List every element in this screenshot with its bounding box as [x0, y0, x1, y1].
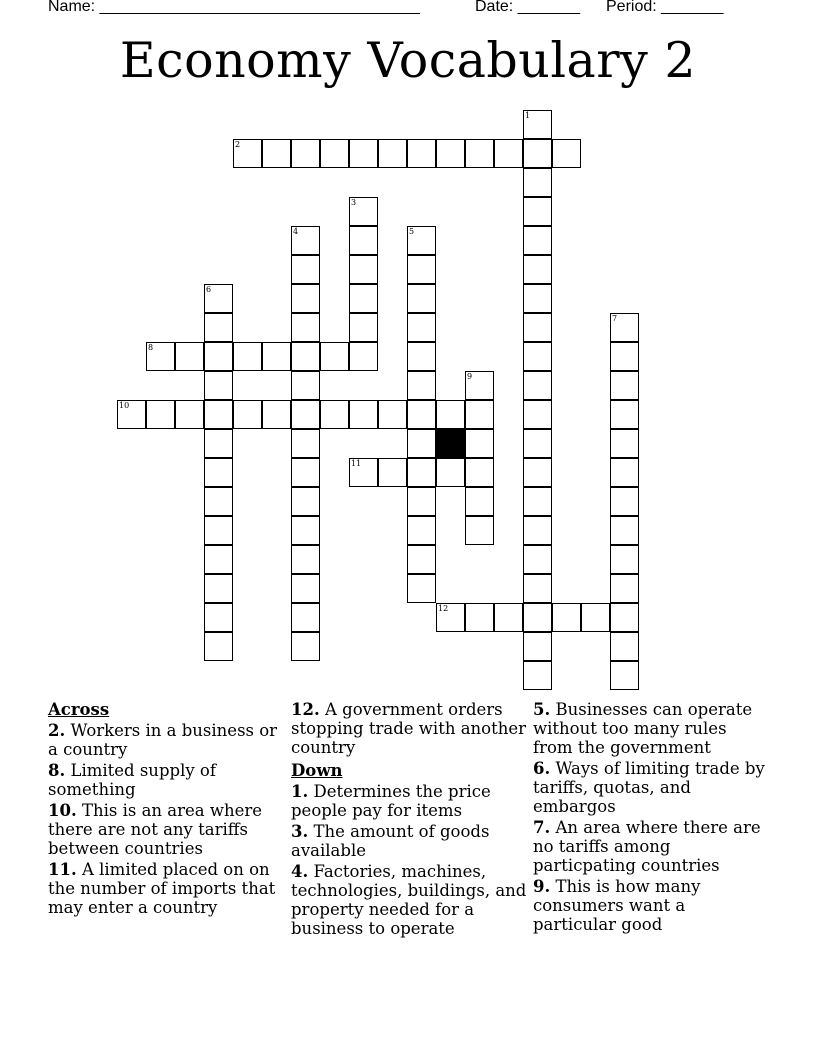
grid-cell[interactable]: [291, 342, 320, 371]
grid-cell[interactable]: [523, 632, 552, 661]
clue-text: This is how many consumers want a particular good: [533, 877, 701, 934]
grid-cell[interactable]: [291, 255, 320, 284]
grid-cell[interactable]: [262, 139, 291, 168]
grid-cell[interactable]: [523, 458, 552, 487]
grid-cell[interactable]: [407, 226, 436, 255]
clue-text: Businesses can operate without too many rules from the government: [533, 700, 753, 757]
clue-number: 8.: [48, 761, 66, 780]
grid-cell[interactable]: [204, 574, 233, 603]
grid-cell[interactable]: [407, 313, 436, 342]
grid-cell[interactable]: [175, 342, 204, 371]
grid-cell[interactable]: [233, 400, 262, 429]
clue-number: 6.: [533, 759, 551, 778]
cell-number: 9: [467, 372, 473, 381]
grid-cell[interactable]: [204, 545, 233, 574]
grid-cell[interactable]: [610, 661, 639, 690]
grid-cell[interactable]: [523, 574, 552, 603]
black-square: [436, 429, 465, 458]
grid-cell[interactable]: [610, 632, 639, 661]
grid-cell[interactable]: [117, 400, 146, 429]
grid-cell[interactable]: [436, 139, 465, 168]
clue-number: 1.: [291, 782, 309, 801]
grid-cell[interactable]: [349, 255, 378, 284]
grid-cell[interactable]: [407, 516, 436, 545]
grid-cell[interactable]: [436, 603, 465, 632]
clue-number: 4.: [291, 862, 309, 881]
grid-cell[interactable]: [610, 313, 639, 342]
grid-cell[interactable]: [407, 342, 436, 371]
grid-cell[interactable]: [610, 574, 639, 603]
grid-cell[interactable]: [349, 342, 378, 371]
grid-cell[interactable]: [523, 487, 552, 516]
grid-cell[interactable]: [523, 110, 552, 139]
clue-item: [533, 877, 769, 934]
grid-cell[interactable]: [523, 400, 552, 429]
clue-number: 2.: [48, 721, 66, 740]
clue-number: 12.: [291, 700, 320, 719]
grid-cell[interactable]: [320, 400, 349, 429]
clue-column-3: [533, 700, 769, 936]
grid-cell[interactable]: [378, 400, 407, 429]
clue-text: This is an area where there are not any tariffs between countries: [48, 801, 263, 858]
grid-cell[interactable]: [349, 226, 378, 255]
grid-cell[interactable]: [523, 429, 552, 458]
clue-text: Factories, machines, technologies, buildings, and property needed for a business to operate: [291, 862, 527, 938]
clue-item: [48, 721, 284, 759]
grid-cell[interactable]: [204, 516, 233, 545]
clue-item: [48, 860, 284, 917]
clue-item: [48, 801, 284, 858]
clue-number: 9.: [533, 877, 551, 896]
grid-cell[interactable]: [320, 139, 349, 168]
grid-cell[interactable]: [204, 342, 233, 371]
date-field[interactable]: Date: _______: [475, 0, 580, 15]
clue-text: Ways of limiting trade by tariffs, quotas, and embargos: [533, 759, 765, 816]
grid-cell[interactable]: [523, 139, 552, 168]
grid-cell[interactable]: [610, 342, 639, 371]
grid-cell[interactable]: [523, 545, 552, 574]
cell-number: 4: [293, 227, 299, 236]
grid-cell[interactable]: [407, 284, 436, 313]
grid-cell[interactable]: [291, 487, 320, 516]
cell-number: 2: [235, 140, 241, 149]
clue-number: 10.: [48, 801, 77, 820]
grid-cell[interactable]: [204, 429, 233, 458]
grid-cell[interactable]: [523, 661, 552, 690]
grid-cell[interactable]: [581, 603, 610, 632]
grid-cell[interactable]: [320, 342, 349, 371]
grid-cell[interactable]: [204, 632, 233, 661]
grid-cell[interactable]: [291, 313, 320, 342]
grid-cell[interactable]: [291, 429, 320, 458]
across-clue-list: [48, 721, 284, 917]
name-field[interactable]: Name: ____________________________________: [48, 0, 420, 15]
clue-number: 7.: [533, 818, 551, 837]
cell-number: 11: [351, 459, 362, 468]
grid-cell[interactable]: [349, 313, 378, 342]
grid-cell[interactable]: [407, 400, 436, 429]
cell-number: 5: [409, 227, 415, 236]
grid-cell[interactable]: [465, 603, 494, 632]
grid-cell[interactable]: [204, 603, 233, 632]
grid-cell[interactable]: [291, 545, 320, 574]
grid-cell[interactable]: [523, 226, 552, 255]
grid-cell[interactable]: [291, 632, 320, 661]
grid-cell[interactable]: [407, 487, 436, 516]
down-clue-list-continued: [533, 700, 769, 934]
grid-cell[interactable]: [552, 139, 581, 168]
cell-number: 8: [148, 343, 154, 352]
clue-text: Workers in a business or a country: [48, 721, 278, 759]
grid-cell[interactable]: [610, 545, 639, 574]
grid-cell[interactable]: [523, 342, 552, 371]
clue-text: Determines the price people pay for items: [291, 782, 491, 820]
grid-cell[interactable]: [407, 545, 436, 574]
cell-number: 7: [612, 314, 618, 323]
cell-number: 6: [206, 285, 212, 294]
grid-cell[interactable]: [523, 603, 552, 632]
down-heading: Down: [291, 761, 343, 780]
across-clue-list-continued: [291, 700, 527, 757]
grid-cell[interactable]: [233, 342, 262, 371]
cell-number: 1: [525, 111, 531, 120]
grid-cell[interactable]: [291, 400, 320, 429]
grid-cell[interactable]: [610, 371, 639, 400]
grid-cell[interactable]: [465, 458, 494, 487]
grid-cell[interactable]: [523, 255, 552, 284]
grid-cell[interactable]: [436, 458, 465, 487]
clue-number: 5.: [533, 700, 551, 719]
cell-number: 3: [351, 198, 357, 207]
grid-cell[interactable]: [610, 400, 639, 429]
clue-item: [291, 782, 527, 820]
puzzle-title: Economy Vocabulary 2: [119, 32, 697, 89]
grid-cell[interactable]: [204, 371, 233, 400]
grid-cell[interactable]: [494, 603, 523, 632]
clue-item: [533, 818, 769, 875]
grid-cell[interactable]: [262, 342, 291, 371]
grid-cell[interactable]: [610, 458, 639, 487]
period-field[interactable]: Period: _______: [606, 0, 724, 15]
clue-number: 11.: [48, 860, 77, 879]
grid-cell[interactable]: [349, 458, 378, 487]
grid-cell[interactable]: [146, 342, 175, 371]
grid-cell[interactable]: [262, 400, 291, 429]
grid-cell[interactable]: [204, 313, 233, 342]
grid-cell[interactable]: [204, 284, 233, 313]
grid-cell[interactable]: [291, 226, 320, 255]
grid-cell[interactable]: [291, 574, 320, 603]
grid-cell[interactable]: [291, 458, 320, 487]
cell-number: 10: [119, 401, 130, 410]
grid-cell[interactable]: [465, 400, 494, 429]
grid-cell[interactable]: [465, 487, 494, 516]
grid-cell[interactable]: [465, 371, 494, 400]
grid-cell[interactable]: [407, 139, 436, 168]
down-clue-list: [291, 782, 527, 938]
clue-item: [533, 759, 769, 816]
clue-text: Limited supply of something: [48, 761, 216, 799]
grid-cell[interactable]: [349, 284, 378, 313]
grid-cell[interactable]: [523, 516, 552, 545]
grid-cell[interactable]: [291, 516, 320, 545]
grid-cell[interactable]: [523, 371, 552, 400]
across-heading: Across: [48, 700, 110, 719]
grid-cell[interactable]: [291, 284, 320, 313]
grid-cell[interactable]: [378, 458, 407, 487]
grid-cell[interactable]: [349, 139, 378, 168]
grid-cell[interactable]: [407, 429, 436, 458]
clue-text: A limited placed on on the number of imports that may enter a country: [48, 860, 276, 917]
grid-cell[interactable]: [610, 487, 639, 516]
grid-cell[interactable]: [523, 168, 552, 197]
grid-cell[interactable]: [349, 197, 378, 226]
clue-item: [291, 822, 527, 860]
clue-column-2: [291, 700, 527, 940]
clue-text: A government orders stopping trade with another country: [291, 700, 527, 757]
grid-cell[interactable]: [175, 400, 204, 429]
grid-cell[interactable]: [465, 429, 494, 458]
clue-column-1: [48, 700, 284, 919]
grid-cell[interactable]: [465, 516, 494, 545]
grid-cell[interactable]: [349, 400, 378, 429]
clue-text: The amount of goods available: [291, 822, 490, 860]
clue-item: [533, 700, 769, 757]
grid-cell[interactable]: [204, 487, 233, 516]
grid-cell[interactable]: [233, 139, 262, 168]
clue-number: 3.: [291, 822, 309, 841]
clue-item: [291, 700, 527, 757]
grid-cell[interactable]: [465, 139, 494, 168]
grid-cell[interactable]: [204, 400, 233, 429]
cell-number: 12: [438, 604, 449, 613]
grid-cell[interactable]: [407, 371, 436, 400]
grid-cell[interactable]: [291, 371, 320, 400]
grid-cell[interactable]: [610, 516, 639, 545]
grid-cell[interactable]: [523, 197, 552, 226]
clue-item: [291, 862, 527, 938]
grid-cell[interactable]: [407, 574, 436, 603]
grid-cell[interactable]: [407, 255, 436, 284]
grid-cell[interactable]: [291, 603, 320, 632]
grid-cell[interactable]: [146, 400, 175, 429]
grid-cell[interactable]: [610, 429, 639, 458]
grid-cell[interactable]: [494, 139, 523, 168]
grid-cell[interactable]: [523, 313, 552, 342]
grid-cell[interactable]: [204, 458, 233, 487]
grid-cell[interactable]: [291, 139, 320, 168]
grid-cell[interactable]: [378, 139, 407, 168]
clue-item: [48, 761, 284, 799]
grid-cell[interactable]: [523, 284, 552, 313]
grid-cell[interactable]: [552, 603, 581, 632]
clue-text: An area where there are no tariffs among particpating countries: [533, 818, 761, 875]
grid-cell[interactable]: [610, 603, 639, 632]
grid-cell[interactable]: [407, 458, 436, 487]
grid-cell[interactable]: [436, 400, 465, 429]
